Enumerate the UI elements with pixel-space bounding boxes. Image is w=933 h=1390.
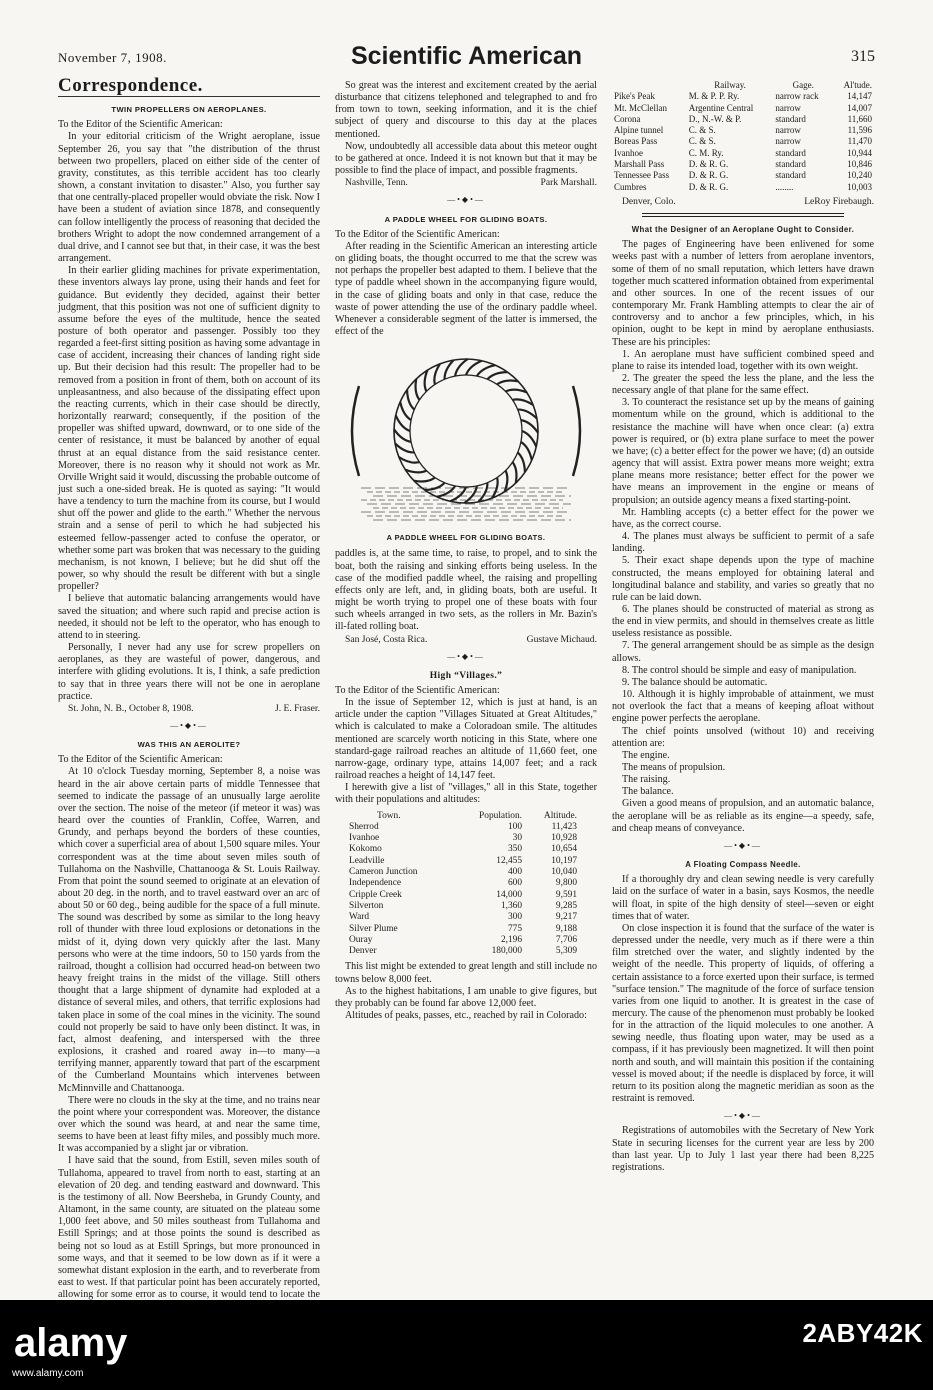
point-item: The means of propulsion. — [622, 762, 726, 773]
town-cell: Cripple Creek — [349, 889, 402, 900]
masthead-title: Scientific American — [350, 42, 583, 70]
paddle-wheel-figure — [335, 346, 597, 530]
table-header-row — [612, 80, 874, 91]
altitude-cell: 10,040 — [551, 867, 577, 878]
altitude-cell: 11,470 — [847, 136, 872, 147]
gage-cell: standard — [775, 113, 806, 124]
section-title: Correspondence. — [58, 80, 320, 97]
altitude-cell: 11,423 — [551, 821, 577, 832]
town-cell: Denver — [349, 946, 377, 957]
paddle-blade — [518, 453, 525, 473]
watermark-url: www.alamy.com — [12, 1368, 84, 1379]
point-item: The raising. — [622, 774, 671, 786]
altitude-cell: 10,240 — [847, 170, 872, 181]
section-ornament-icon: ―•◆•― — [724, 1111, 762, 1121]
town-cell: Silver Plume — [349, 923, 398, 934]
peak-cell: Cumbres — [614, 181, 647, 192]
altitude-cell: 10,197 — [551, 855, 577, 866]
table-header: Gage. — [792, 80, 814, 90]
paragraph: So great was the interest and excitement created by the aerial disturbance that citizens telephoned and telegraphed to and fro from town to town, seeking information, and it is the chief subject of query and discourse to this day at the places mentioned. — [335, 80, 597, 140]
table-header: Al'tude. — [843, 80, 872, 90]
signature — [612, 196, 874, 208]
population-cell: 2,196 — [500, 934, 523, 945]
article-heading-aerolite: WAS THIS AN AEROLITE? — [137, 740, 241, 750]
article-heading-twin-propellers: TWIN PROPELLERS ON AEROPLANES. — [111, 105, 267, 115]
gage-cell: narrow — [775, 125, 801, 136]
table-row — [612, 103, 874, 114]
population-cell: 600 — [507, 878, 523, 889]
principle-item: 8. The control should be simple and easy of manipulation. — [622, 664, 857, 676]
peak-cell: Marshall Pass — [614, 159, 665, 170]
column-3 — [612, 80, 874, 1174]
figure-caption: A PADDLE WHEEL FOR GLIDING BOATS. — [386, 533, 546, 543]
table-row — [347, 822, 579, 833]
paragraph: This list might be extended to great length and still include no towns below 8,000 feet. — [335, 961, 597, 985]
table-row — [612, 159, 874, 170]
altitude-cell: 14,147 — [847, 91, 872, 102]
population-cell: 300 — [507, 912, 523, 923]
altitude-cell: 10,003 — [847, 181, 872, 192]
altitude-cell: 7,706 — [555, 934, 577, 945]
altitude-cell: 9,800 — [555, 878, 577, 889]
altitude-cell: 11,660 — [847, 113, 872, 124]
paragraph: There were no clouds in the sky at the time, and no trains near the point where your correspondent was. Moreover, the distance over which the sound was heard, at and near the same time, seems to have been at least fifty miles, and possibly much more. It was accompanied by a slight jar or vibration. — [58, 1094, 320, 1155]
paddle-blade — [513, 462, 517, 483]
principle-item: 2. The greater the speed the less the plane, and the less the necessary angle of that plane for the same effect. — [612, 373, 874, 397]
table-row — [612, 114, 874, 125]
table-row — [347, 878, 579, 889]
paddle-blade — [405, 470, 426, 473]
paddle-blade — [505, 471, 508, 492]
gage-cell: ........ — [775, 181, 794, 192]
table-row — [612, 182, 874, 193]
paddle-blade — [487, 372, 507, 379]
railway-cell: C. M. Ry. — [688, 147, 724, 158]
table-header-spacer — [612, 80, 687, 91]
table-header: Railway. — [714, 80, 746, 90]
table-row — [347, 946, 579, 957]
signature-name: Gustave Michaud. — [526, 633, 597, 645]
water-lines-icon — [361, 488, 571, 520]
railway-cell: D., N.-W. & P. — [688, 113, 742, 124]
table-header-row — [347, 811, 579, 822]
town-cell: Ouray — [349, 934, 373, 945]
signature-name: Park Marshall. — [540, 177, 597, 189]
paddle-wheel-illustration-icon — [341, 346, 591, 526]
town-cell: Sherrod — [349, 821, 379, 832]
population-cell: 14,000 — [496, 889, 523, 900]
altitude-cell: 10,944 — [847, 147, 872, 158]
image-id: 2ABY42K — [802, 1318, 923, 1348]
principle-item: 1. An aeroplane must have sufficient combined speed and plane to raise its intended load, together with its own weight. — [612, 348, 874, 372]
population-cell: 100 — [507, 821, 523, 832]
altitude-cell: 9,188 — [555, 923, 577, 934]
paragraph: In your editorial criticism of the Wright aeroplane, issue September 26, you say that "the distribution of the thrust between two propellers, placed on either side of the center of gravity, constitutes, as this terrible accident has too clearly shown, a constant invitation to disaster." Also, you further say that one centrally-placed propeller would obviate the risk. Now I have been a student of aviation since 1878, and consequently can follow intelligently the process of reasoning that decided the brothers Wright to adopt the now condemned arrangement of a dual drive, and I cannot see but that, in their case, it was the best arrangement. — [58, 131, 320, 265]
principle-item: 4. The planes must always be sufficient to permit of a safe landing. — [612, 531, 874, 555]
peak-cell: Corona — [614, 113, 641, 124]
town-cell: Kokomo — [349, 844, 382, 855]
paddle-blade — [497, 381, 518, 385]
paddle-blade — [506, 390, 527, 393]
alamy-logo-icon — [12, 1316, 142, 1370]
point-item: The engine. — [622, 749, 670, 761]
paragraph: After reading in the Scientific American an interesting article on gliding boats, the thought occurred to me that the screw was not perhaps the propeller best adapted to them. I believe that the type of paddle wheel shown in the accompanying figure would, in the case of gliding boats and only in that case, reduce the waste of power attending the use of the ordinary paddle wheel. Whenever a considerable segment of the latter is immersed, the effect of the — [335, 240, 597, 337]
signature-name: J. E. Fraser. — [274, 702, 320, 714]
paragraph: I have said that the sound, from Estill, seven miles south of Tullahoma, appeared to travel from north to east, starting at an elevation of 20 deg. and tending eastward and downward. This is the testimony of all. Now Beersheba, in Grundy County, and Altamont, in the same county, are situated on the plateau some 1,000 feet above, and 50 miles southeast from Tullahoma and Estill Springs; and at those points the sound is described as being not so loud as at Estill Springs, but more pronounced in some ways, and that it seemed to be low down as if it were a somewhat distant explosion in the earth, and to reverberate from east to west. If that particular point has been accurately reported, allowing for some error as to course, it would tend to locate the — [58, 1155, 320, 1300]
point-item: The balance. — [622, 786, 674, 798]
issue-date: November 7, 1908. — [58, 50, 167, 65]
paragraph: The pages of Engineering have been enlivened for some weeks past with a number of letters from aeroplane inventors, some of them of no small reputation, which letters have drawn together much scattered information obtained from experimental and other sources. In one of the recent issues of our contemporary Mr. Frank Hambling attempts to clear the air of controversy and to anchor a few principles, which, in his opinion, ought to be kept in mind by aeroplane enthusiasts. These are his principles: — [612, 239, 874, 348]
paragraph: As to the highest habitations, I am unable to give figures, but they probably can be found far above 12,000 feet. — [335, 985, 597, 1009]
principle-item: 7. The general arrangement should be as simple as the design allows. — [612, 640, 874, 664]
page-number: 315 — [851, 48, 875, 65]
altitude-cell: 14,007 — [847, 102, 872, 113]
signature-place: San José, Costa Rica. — [345, 633, 428, 645]
railway-cell: C. & S. — [688, 125, 716, 136]
peak-cell: Ivanhoe — [614, 147, 643, 158]
section-ornament-icon: ―•◆•― — [447, 651, 485, 661]
altitude-cell: 9,217 — [555, 912, 577, 923]
paddle-blade — [414, 478, 435, 482]
double-rule-divider — [642, 213, 844, 217]
railway-cell: Argentine Central — [688, 102, 754, 113]
railway-cell: D. & R. G. — [688, 159, 729, 170]
altitude-cell: 10,654 — [551, 844, 577, 855]
population-cell: 180,000 — [491, 946, 523, 957]
population-cell: 1,360 — [500, 900, 523, 911]
railway-cell: D. & R. G. — [688, 181, 729, 192]
paragraph: In their earlier gliding machines for private experimentation, these inventors always lay prone, using their hands and feet for guidance. But evidently they decided, against their better judgment, that this position was not one of sufficient dignity to assume before the eyes of the multitude, hence the seated posture of both operator and passenger. Possibly too they regarded a feet-first sitting position as having some advantage in case of accident, increasing their chances of landing right side up. But their decision had this result: The propeller had to be removed from a position in front of them, both on account of its unpleasantness, and also because of the dissipating effect upon the reacting currents, which in their case should be directly, horizontally rearward; consequently, if the position of the propeller was shifted upward, downward, or to one side of the center of resistance, it must be balanced by another of equal thrust at an equal distance from the said resistance center. Moreover, there is no reason why it should not work as Mr. Orville Wright said it would, discussing the probable outcome of just such a one-sided break. He is quoted as saying: "It would have a tendency to turn the machine from its course, but I would shut off the power and glide to the earth." Whether the nervous strain and a sense of peril to which he had subjected his esteemed fellow-passenger acted to confuse the operator, or whether some part was broken that was necessary to the guiding mechanism, is not known, I believe; but he did shut off the power, so why should the result be different with but a single propeller? — [58, 265, 320, 593]
paragraph: Personally, I never had any use for screw propellers on aeroplanes, as they are wasteful of power, dangerous, and interfere with gliding evolutions. It is, I think, a safe prediction to say that in three years there will not be one in aeroplane practice. — [58, 642, 320, 702]
table-header: Town. — [377, 810, 401, 821]
gage-cell: standard — [775, 170, 806, 181]
paragraph: I believe that automatic balancing arrangements would have saved the situation; and where such rapid and precise action is needed, it should not be left to the operator, who has enough to attend to in steering. — [58, 593, 320, 641]
table-row — [612, 170, 874, 181]
paragraph: Given a good means of propulsion, and an automatic balance, the aeroplane will be as reliable as its engine—a speedy, safe, and cheap means of conveyance. — [612, 798, 874, 834]
peak-cell: Alpine tunnel — [614, 125, 664, 136]
table-row — [347, 867, 579, 878]
column-1 — [58, 75, 320, 1300]
altitude-cell: 9,285 — [555, 900, 577, 911]
paragraph: I herewith give a list of "villages," all in this State, together with their populations and altitudes: — [335, 782, 597, 806]
peak-cell: Tennessee Pass — [614, 170, 670, 181]
section-ornament-icon: ―•◆•― — [170, 720, 208, 730]
principle-item: 6. The planes should be constructed of material as strong as the end in view permits, and should in themselves create as little useless resistance as possible. — [612, 603, 874, 640]
peak-cell: Pike's Peak — [614, 91, 655, 102]
population-cell: 350 — [507, 844, 523, 855]
to-editor-line: To the Editor of the Scientific American: — [58, 754, 223, 766]
signature-place: Nashville, Tenn. — [345, 177, 408, 189]
town-cell: Ward — [349, 912, 370, 923]
principle-item: The chief points unsolved (without 10) and receiving attention are: — [612, 725, 874, 749]
table-row — [347, 856, 579, 867]
to-editor-line: To the Editor of the Scientific American: — [335, 228, 500, 240]
table-row — [347, 924, 579, 935]
population-cell: 12,455 — [496, 855, 523, 866]
paragraph: At 10 o'clock Tuesday morning, September 8, a noise was heard in the air above certain parts of middle Tennessee that seemed to indicate the passage of an unusually large aerolite over the section. The noise of the meteor (if meteor it was) was heard over the counties of Franklin, Coffee, Warren, and Grundy, and perhaps beyond the borders of these counties, which cover a superficial area of about 1,500 square miles. Your correspondent was at the time about seven miles south of Tullahoma on the Nashville, Chattanooga & St. Louis Railway. From that point the sound seemed to originate at an elevation of about 20 deg. in the north, and to travel eastward over an arc of about 50 or 60 deg., being audible for the space of a full minute. The sound was described by some as similar to the long heavy roll of thunder with three loud explosions or detonations in the midst of it, dying down very quickly after the last. Many persons who were at the time indoors, 50 to 150 yards from the railroad, thought a collision had occurred head-on between two heavy freight trains in the midst of the village. Still others thought that a large shipment of dynamite had exploded at a distance of several miles, and others, that terrific explosions had taken place in some of the coal mines in the vicinity. The sound could not properly be said to have only been distinct. It was, in fact, almost deafening, and interspersed with the three explosions, it crashed and roared away in—to many—a terrifying manner, apparently toward that part of the escarpment of the Cumberland Mountains which intervenes between McMinnville and Chattanooga. — [58, 766, 320, 1094]
principle-item: 3. To counteract the resistance set up by the means of gaining momentum while on the ground, which is additional to the resistance the machine will have when once clear: (a) extra power is required, or (b) extra plane surface to meet the power we have; (c) a better effect for the power we have; (d) an outside agency that will assist. Extra power means more weight; extra plane means more resistance; better effect for the power we have means an improvement in the engine or means of propulsion; an outside agency means a fixed starting-point. — [612, 397, 874, 506]
population-cell: 775 — [507, 923, 523, 934]
town-cell: Cameron Junction — [349, 867, 418, 878]
table-row — [347, 890, 579, 901]
principle-item: Mr. Hambling accepts (c) a better effect for the power we have, as the correct course. — [612, 506, 874, 530]
paddle-blade — [425, 483, 445, 490]
paragraph: Altitudes of peaks, passes, etc., reached by rail in Colorado: — [345, 1010, 587, 1022]
gage-cell: standard — [775, 147, 806, 158]
altitude-cell: 11,596 — [847, 125, 872, 136]
gage-cell: narrow rack — [775, 91, 819, 102]
paragraph: In the issue of September 12, which is just at hand, is an article under the caption "Villages Situated at Great Altitudes," which is calculated to make a Coloradoan smile. The altitudes mentioned are scarcely worth noticing in this State, where one standard-gage railroad reaches an altitude of 11,660 feet, one narrow-gage, ordinary type, attains 14,007 feet; and a rack railroad reaches a height of 14,147 feet. — [335, 697, 597, 782]
altitude-cell: 5,309 — [555, 946, 577, 957]
altitude-cell: 9,591 — [555, 889, 577, 900]
town-cell: Silverton — [349, 900, 384, 911]
article-heading-high-villages: High “Villages.” — [429, 670, 503, 681]
railway-cell: D. & R. G. — [688, 170, 729, 181]
paragraph: On close inspection it is found that the surface of the water is depressed under the needle, very much as if there were a thin film stretched over the water, and slightly indented by the weight of the needle. This property of liquids, of offering a certain assistance to a force exerted upon their surface, is termed "surface tension." The magnitude of the force of surface tension varies from one liquid to another. It is greatest in the case of mercury. The cause of the phenomenon must probably be looked for in the attraction of the liquid molecules to one another. A sewing needle, thus floating upon water, may be used as a compass, if it has previously been magnetized. It will then point north and south, and will maintain this position if the containing vessel is moved about; if the needle is displaced by force, it will return to its position along the magnetic meridian as soon as the restraint is removed. — [612, 922, 874, 1105]
population-cell: 30 — [512, 833, 523, 844]
paddle-blade — [407, 390, 414, 410]
town-cell: Independence — [349, 878, 402, 889]
signature-place: Denver, Colo. — [622, 195, 676, 207]
railway-cell: M. & P. P. Ry. — [688, 91, 740, 102]
section-ornament-icon: ―•◆•― — [724, 840, 762, 850]
peak-cell: Boreas Pass — [614, 136, 658, 147]
paragraph: paddles is, at the same time, to raise, to propel, and to sink the boat, both the raising and sinking efforts being useless. In the case of the modified paddle wheel, the raising and propelling effects only are left, and, in gliding boats, both are useful. It might be worth trying to propel one of these boats with four such wheels arranged in two sets, as the rollers in Mr. Bazin's ill-fated rolling boat. — [335, 548, 597, 633]
paragraph: Registrations of automobiles with the Secretary of New York State in securing licenses for the current year are less by 200 than last year. Up to July 1 last year there had been 8,225 registrations. — [612, 1125, 874, 1173]
table-row — [612, 91, 874, 102]
to-editor-line: To the Editor of the Scientific American: — [335, 685, 500, 696]
column-2 — [335, 80, 597, 1022]
article-heading-paddle-wheel: A PADDLE WHEEL FOR GLIDING BOATS. — [384, 214, 548, 224]
signature-name: LeRoy Firebaugh. — [804, 195, 874, 207]
signature — [58, 703, 320, 715]
table-row — [612, 125, 874, 136]
table-row — [347, 833, 579, 844]
gage-cell: standard — [775, 159, 806, 170]
altitude-cell: 10,846 — [847, 159, 872, 170]
table-header: Population. — [479, 810, 523, 821]
peak-cell: Mt. McClellan — [614, 102, 667, 113]
table-row — [347, 935, 579, 946]
table-row — [612, 148, 874, 159]
section-ornament-icon: ―•◆•― — [447, 195, 485, 205]
table-header: Altitude. — [543, 810, 577, 821]
town-cell: Leadville — [349, 855, 385, 866]
signature-place: St. John, N. B., October 8, 1908. — [68, 702, 194, 714]
to-editor-line: To the Editor of the Scientific American: — [58, 119, 223, 131]
railway-cell: C. & S. — [688, 136, 716, 147]
signature — [335, 634, 597, 646]
altitude-cell: 10,928 — [551, 833, 577, 844]
table-row — [347, 901, 579, 912]
population-cell: 400 — [507, 867, 523, 878]
town-cell: Ivanhoe — [349, 833, 380, 844]
table-row — [347, 912, 579, 923]
principle-item: 10. Although it is highly improbable of attainment, we must not overlook the fact that a means of keeping afloat without engine power perfects the aeroplane. — [612, 689, 874, 725]
villages-table — [347, 811, 579, 958]
alamy-logo-text: alamy — [14, 1321, 128, 1365]
signature — [335, 177, 597, 189]
gage-cell: narrow — [775, 136, 801, 147]
gage-cell: narrow — [775, 102, 801, 113]
paddle-blade — [425, 370, 428, 391]
paragraph: Now, undoubtedly all accessible data about this meteor ought to be gathered at once. Indeed it is not known but that it may be possible to find the place of impact, and possible fragments. — [335, 140, 597, 177]
table-row — [612, 136, 874, 147]
principle-item: 5. Their exact shape depends upon the type of machine constructed, the means employed for obtaining lateral and longitudinal balance and stability, and varies so greatly that no rule can be laid down. — [612, 555, 874, 603]
article-heading-compass: A Floating Compass Needle. — [685, 860, 801, 870]
table-row — [347, 844, 579, 855]
railway-altitude-table — [612, 80, 874, 193]
paragraph: If a thoroughly dry and clean sewing needle is very carefully laid on the surface of water in a basin, says Kosmos, the needle will float, in spite of the high density of steel—seven or eight times that of water. — [612, 874, 874, 922]
paddle-blade — [416, 379, 420, 400]
article-heading-designer: What the Designer of an Aeroplane Ought to Consider. — [631, 225, 855, 235]
principle-item: 9. The balance should be automatic. — [622, 676, 768, 688]
